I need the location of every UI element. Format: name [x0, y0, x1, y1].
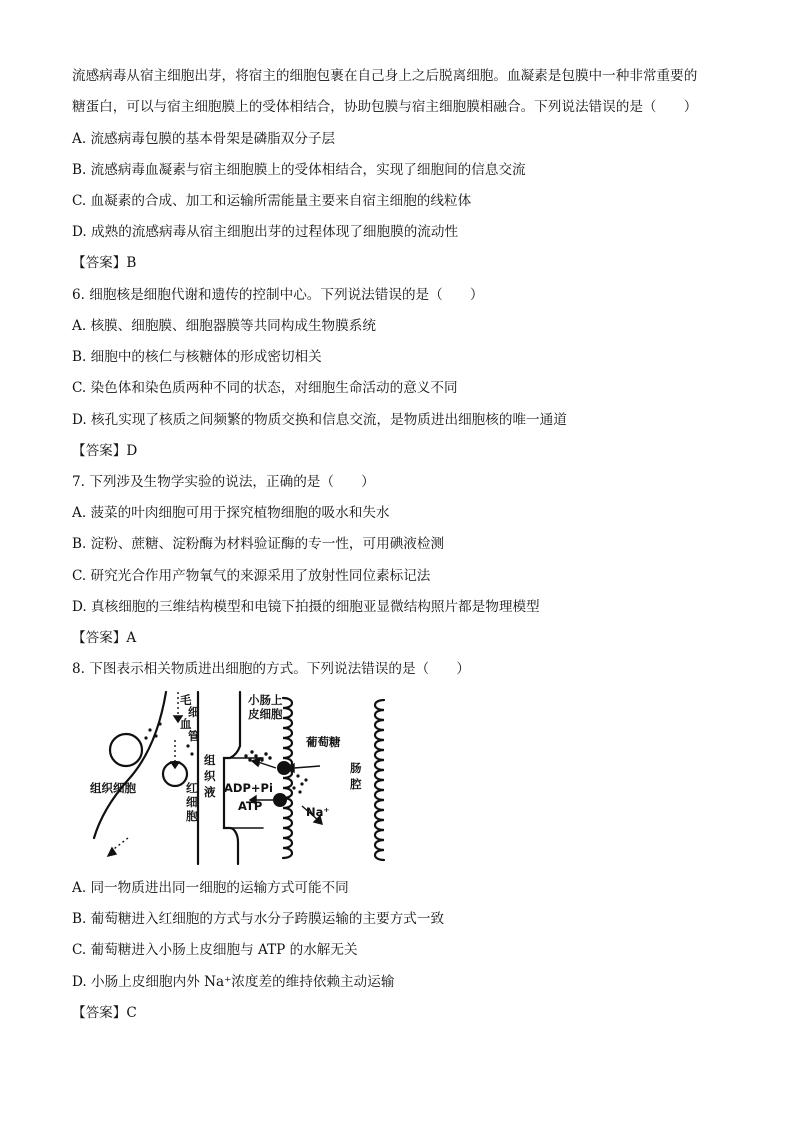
tissue-cell — [110, 734, 142, 766]
question-7-answer: 【答案】A — [72, 630, 137, 646]
question-6-option-d: D. 核孔实现了核质之间频繁的物质交换和信息交流，是物质进出细胞核的唯一通道 — [72, 412, 567, 428]
label-tissue-fluid-1: 组 — [204, 753, 216, 767]
question-5-option-a: A. 流感病毒包膜的基本骨架是磷脂双分子层 — [72, 131, 336, 147]
arrow-bottom-left-head — [108, 848, 116, 856]
label-lumen-2: 腔 — [350, 777, 362, 791]
label-red-cell-2: 细 — [186, 795, 198, 809]
label-capillary-3: 血 — [180, 717, 192, 731]
question-7-option-d: D. 真核细胞的三维结构模型和电镜下拍摄的细胞亚显微结构照片都是物理模型 — [72, 599, 540, 615]
label-red-cell-3: 胞 — [186, 809, 198, 823]
question-5-stem-line-2: 糖蛋白，可以与宿主细胞膜上的受体相结合，协助包膜与宿主细胞膜相融合。下列说法错误的是（ ） — [72, 99, 698, 115]
label-capillary-1: 毛 — [180, 693, 192, 707]
microvilli-border — [283, 698, 292, 858]
question-5-option-b: B. 流感病毒血凝素与宿主细胞膜上的受体相结合，实现了细胞间的信息交流 — [72, 162, 526, 178]
label-intestine-cell-1: 小肠上 — [248, 693, 283, 707]
arrow-glucose-in — [258, 762, 276, 768]
transport-diagram-svg — [88, 688, 418, 866]
question-6-option-b: B. 细胞中的核仁与核糖体的形成密切相关 — [72, 349, 322, 365]
label-atp: ATP — [238, 799, 263, 813]
label-capillary-2: 细 — [188, 705, 200, 719]
question-7-stem: 7. 下列涉及生物学实验的说法，正确的是（ ） — [72, 474, 375, 490]
label-na: Na⁺ — [306, 805, 330, 819]
question-8-option-d: D. 小肠上皮细胞内外 Na⁺浓度差的维持依赖主动运输 — [72, 974, 395, 990]
question-8-answer: 【答案】C — [72, 1005, 137, 1021]
label-capillary-4: 管 — [188, 729, 200, 743]
question-5-stem-line-1: 流感病毒从宿主细胞出芽，将宿主的细胞包裹在自己身上之后脱离细胞。血凝素是包膜中一种非常重要的 — [72, 68, 698, 84]
label-red-cell-1: 红 — [186, 781, 198, 795]
label-glucose: 葡萄糖 — [306, 735, 341, 749]
transport-diagram — [88, 688, 418, 866]
question-7-option-c: C. 研究光合作用产物氧气的来源采用了放射性同位素标记法 — [72, 568, 431, 584]
question-5-option-c: C. 血凝素的合成、加工和运输所需能量主要来自宿主细胞的线粒体 — [72, 193, 472, 209]
question-6-option-c: C. 染色体和染色质两种不同的状态，对细胞生命活动的意义不同 — [72, 380, 458, 396]
sodium-pump — [273, 793, 287, 807]
question-6-stem: 6. 细胞核是细胞代谢和遗传的控制中心。下列说法错误的是（ ） — [72, 287, 484, 303]
question-8-option-b: B. 葡萄糖进入红细胞的方式与水分子跨膜运输的主要方式一致 — [72, 911, 445, 927]
question-7-option-a: A. 菠菜的叶肉细胞可用于探究植物细胞的吸水和失水 — [72, 505, 390, 521]
arrow-lumen-glucose — [294, 766, 320, 768]
label-lumen-1: 肠 — [350, 761, 362, 775]
question-8-option-c: C. 葡萄糖进入小肠上皮细胞与 ATP 的水解无关 — [72, 942, 358, 958]
label-intestine-cell-2: 皮细胞 — [248, 707, 283, 721]
question-8-stem: 8. 下图表示相关物质进出细胞的方式。下列说法错误的是（ ） — [72, 661, 470, 677]
label-tissue-cell: 组织细胞 — [90, 781, 136, 795]
epithelial-cell-membrane — [224, 692, 240, 864]
label-adp: ADP+Pi — [224, 781, 273, 795]
question-6-answer: 【答案】D — [72, 443, 138, 459]
question-7-option-b: B. 淀粉、蔗糖、淀粉酶为材料验证酶的专一性，可用碘液检测 — [72, 536, 445, 552]
question-5-answer: 【答案】B — [72, 255, 137, 271]
lumen-wall — [375, 700, 384, 860]
question-6-option-a: A. 核膜、细胞膜、细胞器膜等共同构成生物膜系统 — [72, 318, 376, 334]
arrow-rbc-head — [171, 762, 179, 768]
label-tissue-fluid-2: 织 — [204, 769, 216, 783]
question-8-option-a: A. 同一物质进出同一细胞的运输方式可能不同 — [72, 880, 349, 896]
label-tissue-fluid-3: 液 — [204, 785, 216, 799]
question-5-option-d: D. 成熟的流感病毒从宿主细胞出芽的过程体现了细胞膜的流动性 — [72, 224, 459, 240]
